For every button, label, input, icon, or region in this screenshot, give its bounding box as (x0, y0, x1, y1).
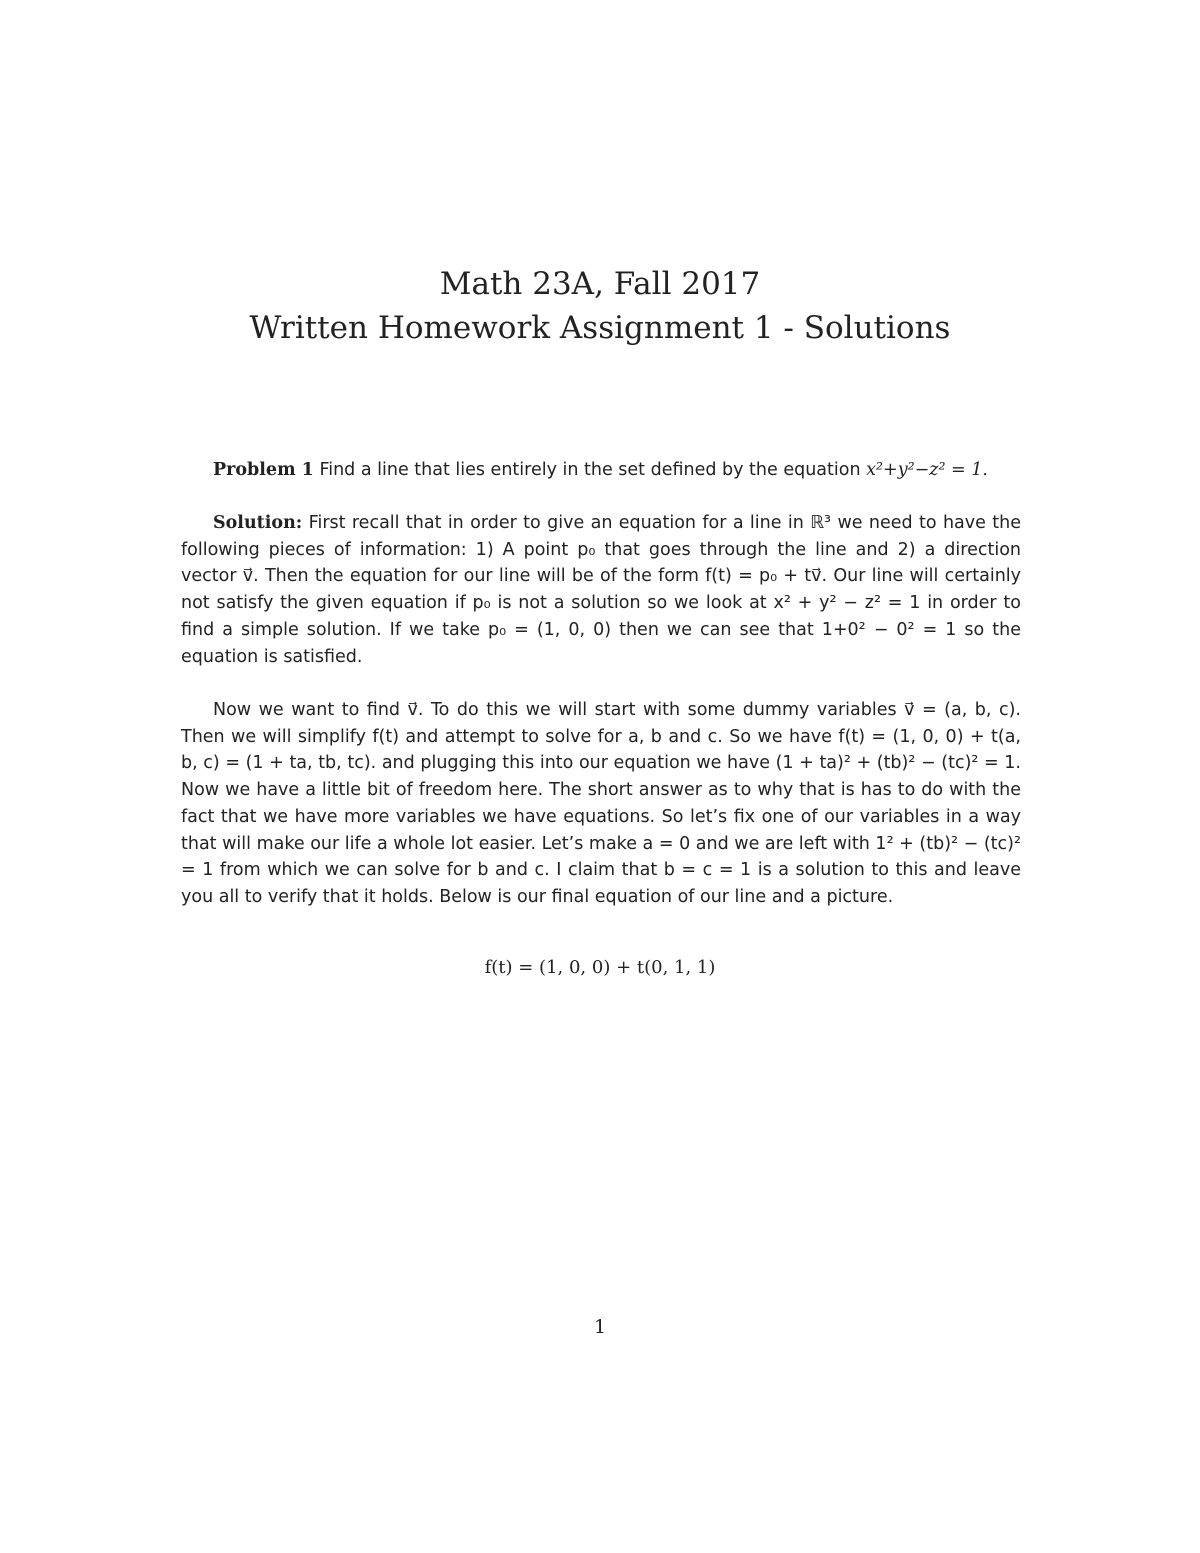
problem-label: Problem 1 (213, 460, 314, 480)
problem-statement (181, 457, 1021, 484)
title-line-assignment: Written Homework Assignment 1 - Solutions (249, 310, 951, 346)
solution-label: Solution: (213, 513, 303, 533)
document-title (0, 262, 1200, 350)
title-line-course: Math 23A, Fall 2017 (439, 266, 761, 302)
solution-paragraph-1-text: First recall that in order to give an equation for a line in ℝ³ we need to have the following pieces of information: 1) A point p₀ that goes through the line and 2) a direction vector v⃗. Then the equation for our line will be of the form f(t) = p₀ + tv⃗. Our line will certainly not satisfy the given equation if p₀ is not a solution so we look at x² + y² − z² = 1 in order to find a simple solution. If we take p₀ = (1, 0, 0) then we can see that 1+0² − 0² = 1 so the equation is satisfied. (181, 513, 1021, 667)
solution-paragraph-1 (181, 510, 1021, 670)
problem-equation: x²+y²−z² = 1. (866, 460, 988, 480)
solution-paragraph-2 (181, 697, 1021, 911)
final-line-equation: f(t) = (1, 0, 0) + t(0, 1, 1) (484, 957, 716, 978)
solution-paragraph-2-text: Now we want to find v⃗. To do this we will start with some dummy variables v⃗ = (a, b, c). Then we will simplify f(t) and attempt to solve for a, b and c. So we have f(t) = (1, 0, 0) + t(a, b, c) = (1 + ta, tb, tc). and plugging this into our equation we have (1 + ta)² + (tb)² − (tc)² = 1. Now we have a little bit of freedom here. The short answer as to why that is has to do with the fact that we have more variables we have equations. So let’s fix one of our variables in a way that will make our life a whole lot easier. Let’s make a = 0 and we are left with 1² + (tb)² − (tc)² = 1 from which we can solve for b and c. I claim that b = c = 1 is a solution to this and leave you all to verify that it holds. Below is our final equation of our line and a picture. (181, 700, 1021, 907)
problem-text: Find a line that lies entirely in the set defined by the equation (319, 460, 861, 480)
page-number: 1 (593, 1316, 607, 1338)
